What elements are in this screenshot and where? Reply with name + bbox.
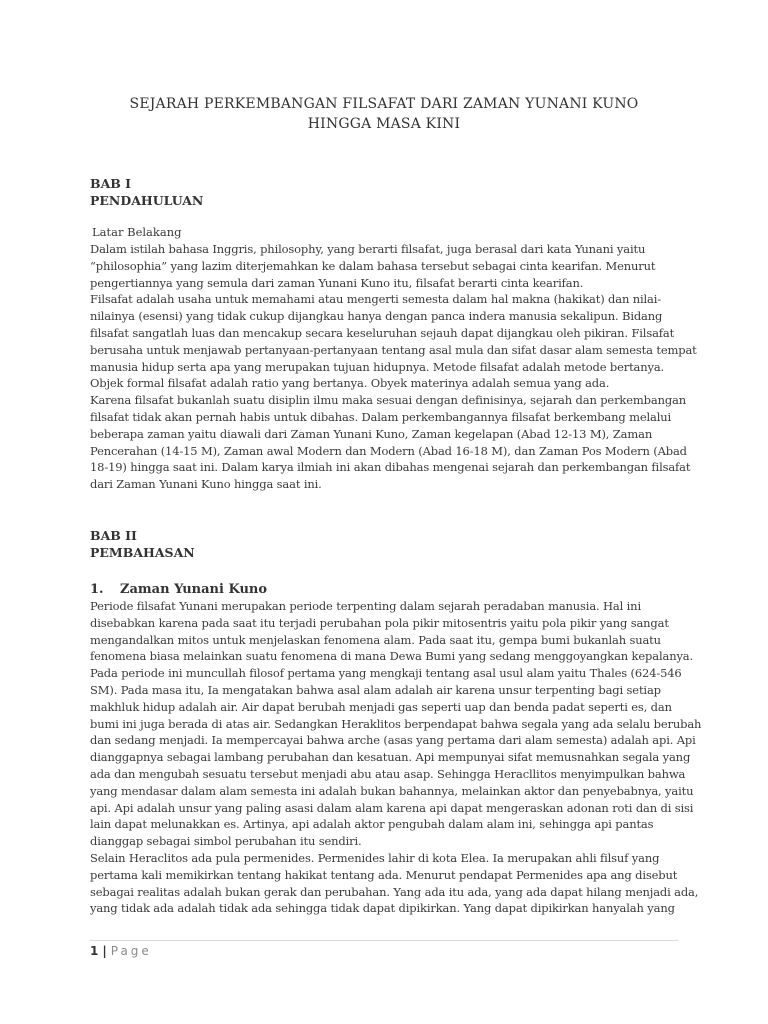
text-line: Pencerahan (14-15 M), Zaman awal Modern dan Modern (Abad 16-18 M), dan Zaman Pos Modern (Abad <box>90 443 687 458</box>
text-line: bumi ini juga berada di atas air. Sedangkan Heraklitos berpendapat bahwa segala yang ada selalu berubah <box>90 716 702 731</box>
text-line: api. Api adalah unsur yang paling asasi dalam alam karena api dapat mengeraskan adonan roti dan di sisi <box>90 800 694 815</box>
text-line: dan sedang menjadi. Ia mempercayai bahwa arche (asas yang pertama dari alam semesta) adalah api. Api <box>90 733 696 748</box>
title-line-1: SEJARAH PERKEMBANGAN FILSAFAT DARI ZAMAN YUNANI KUNO <box>129 96 639 112</box>
footer-separator: | <box>102 944 107 958</box>
document-title <box>90 94 678 134</box>
text-line: fenomena biasa melainkan suatu fenomena di mana Dewa Bumi yang sedang menggoyangkan kepalanya. <box>90 649 694 664</box>
text-line: ada dan mengubah sesuatu tersebut menjadi abu atau asap. Sehingga Heracllitos menyimpulkan bahwa <box>90 766 686 781</box>
text-line: lain dapat melunakkan es. Artinya, api adalah aktor pengubah dalam alam ini, sehingga api pantas <box>90 817 654 832</box>
text-line: Filsafat adalah usaha untuk memahami atau mengerti semesta dalam hal makna (hakikat) dan nilai- <box>90 292 662 307</box>
text-line: Karena filsafat bukanlah suatu disiplin ilmu maka sesuai dengan definisinya, sejarah dan perkembangan <box>90 393 686 408</box>
text-line: mengandalkan mitos untuk menjelaskan fenomena alam. Pada saat itu, gempa bumi bukanlah suatu <box>90 632 661 647</box>
footer-divider <box>90 940 678 941</box>
text-line: filsafat tidak akan pernah habis untuk dibahas. Dalam perkembangannya filsafat berkembang melalui <box>90 409 672 424</box>
text-line: SM). Pada masa itu, Ia mengatakan bahwa asal alam adalah air karena unsur terpenting bagi setiap <box>90 682 661 697</box>
text-line: Pada periode ini muncullah filosof pertama yang mengkaji tentang asal usul alam yaitu Thales (624-546 <box>90 666 682 681</box>
page-label: Page <box>110 944 152 958</box>
text-line: dianggap sebagai simbol perubahan itu sendiri. <box>90 834 362 849</box>
section-1-heading <box>90 582 267 597</box>
text-line: nilainya (esensi) yang tidak cukup dijangkau hanya dengan panca indera manusia sekalipun. Bidang <box>90 309 663 324</box>
text-line: yang mendasar dalam alam semesta ini adalah bukan bahannya, melainkan aktor dan penyebabnya, yaitu <box>90 783 694 798</box>
bab1-number: BAB I <box>90 176 132 191</box>
text-line: pengertiannya yang semula dari zaman Yunani Kuno itu, filsafat berarti cinta kearifan. <box>90 275 584 290</box>
bab1-heading <box>90 176 203 209</box>
page-number: 1 <box>90 944 99 958</box>
section-1-number: 1. <box>90 582 104 597</box>
bab2-heading <box>90 528 195 561</box>
bab1-body <box>90 241 697 493</box>
text-line: Dalam istilah bahasa Inggris, philosophy, yang berarti filsafat, juga berasal dari kata Yunani yaitu <box>90 242 646 256</box>
text-line: manusia hidup serta apa yang merupakan tujuan hidupnya. Metode filsafat adalah metode bertanya. <box>90 359 665 374</box>
text-line: “philosophia” yang lazim diterjemahkan ke dalam bahasa tersebut sebagai cinta kearifan. Menurut <box>90 258 656 273</box>
section-1-title: Zaman Yunani Kuno <box>120 582 268 597</box>
text-line: dianggapnya sebagai lambang perubahan dan kesatuan. Api mempunyai sifat memusnahkan segala yang <box>90 750 691 765</box>
title-line-2: HINGGA MASA KINI <box>307 116 461 132</box>
text-line: Selain Heraclitos ada pula permenides. Permenides lahir di kota Elea. Ia merupakan ahli filsuf yang <box>90 850 660 865</box>
text-line: filsafat sangatlah luas dan mencakup secara keseluruhan sejauh dapat dijangkau oleh pikiran. Filsafat <box>90 325 675 340</box>
latar-belakang-label: Latar Belakang <box>92 225 182 239</box>
section-1-body <box>90 598 702 917</box>
text-line: dari Zaman Yunani Kuno hingga saat ini. <box>90 477 322 492</box>
bab2-number: BAB II <box>90 528 137 543</box>
text-line: Objek formal filsafat adalah ratio yang bertanya. Obyek materinya adalah semua yang ada. <box>90 376 610 391</box>
text-line: sebagai realitas adalah bukan gerak dan perubahan. Yang ada itu ada, yang ada dapat hilang menjadi ada, <box>90 884 699 899</box>
text-line: disebabkan karena pada saat itu terjadi perubahan pola pikir mitosentris yaitu pola pikir yang sangat <box>90 615 669 630</box>
text-line: 18-19) hingga saat ini. Dalam karya ilmiah ini akan dibahas mengenai sejarah dan perkembangan filsafat <box>90 460 691 475</box>
page-footer <box>90 944 152 958</box>
text-line: Periode filsafat Yunani merupakan periode terpenting dalam sejarah peradaban manusia. Hal ini <box>90 599 641 613</box>
bab1-name: PENDAHULUAN <box>90 192 204 208</box>
text-line: pertama kali memikirkan tentang hakikat tentang ada. Menurut pendapat Permenides apa ang disebut <box>90 867 678 882</box>
text-line: makhluk hidup adalah air. Air dapat berubah menjadi gas seperti uap dan benda padat seperti es, dan <box>90 699 672 714</box>
text-line: beberapa zaman yaitu diawali dari Zaman Yunani Kuno, Zaman kegelapan (Abad 12-13 M), Zaman <box>90 426 653 441</box>
text-line: yang tidak ada adalah tidak ada sehingga tidak dapat dipikirkan. Yang dapat dipikirkan hanyalah yang <box>90 901 675 916</box>
text-line: berusaha untuk menjawab pertanyaan-pertanyaan tentang asal mula dan sifat dasar alam semesta tempat <box>90 342 697 357</box>
bab2-name: PEMBAHASAN <box>90 544 195 560</box>
